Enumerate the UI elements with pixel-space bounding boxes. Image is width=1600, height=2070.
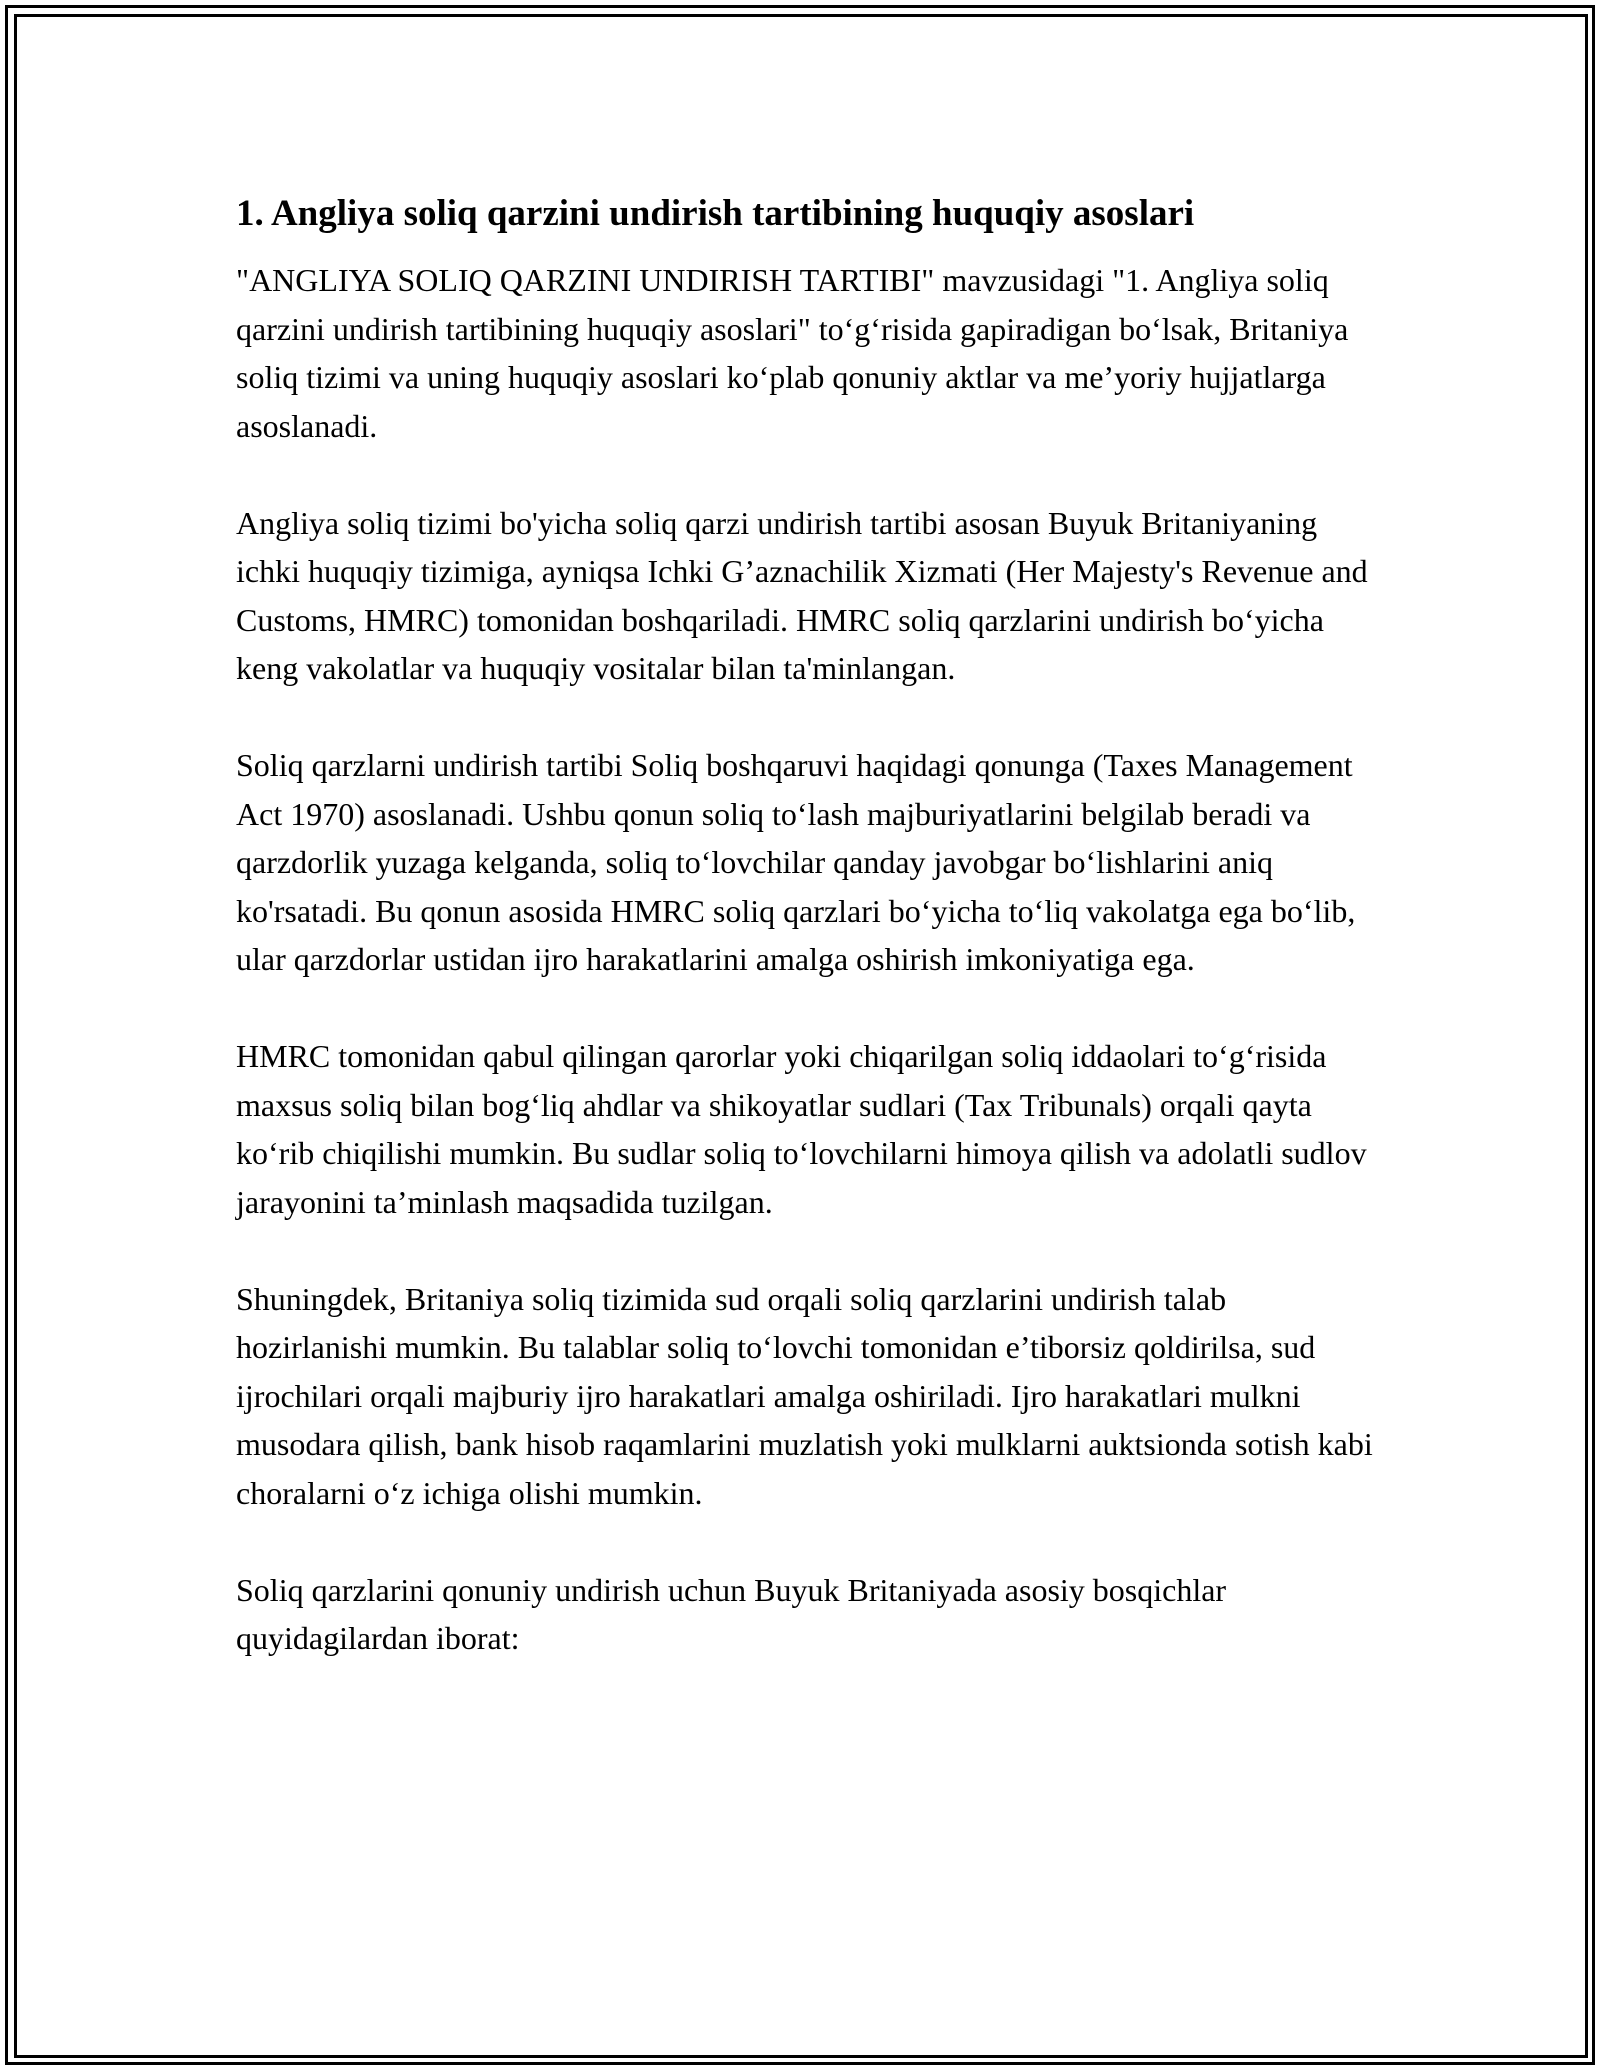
paragraph-intro: "ANGLIYA SOLIQ QARZINI UNDIRISH TARTIBI" mavzusidagi "1. Angliya soliq qarzini undirish tartibining huquqiy asoslari" to‘g‘risida gapiradigan bo‘lsak, Britaniya soliq tizimi va uning huquqiy asoslari ko‘plab qonuniy aktlar va me’yoriy hujjatlarga asoslanadi. — [236, 262, 1349, 444]
paragraph-stages: Soliq qarzlarini qonuniy undirish uchun Buyuk Britaniyada asosiy bosqichlar quyidagilardan iborat: — [236, 1571, 1227, 1656]
paragraph-hmrc: Angliya soliq tizimi bo'yicha soliq qarzi undirish tartibi asosan Buyuk Britaniyaning ichki huquqiy tizimiga, ayniqsa Ichki G’aznachilik Xizmati (Her Majesty's Revenue and Customs, HMRC) tomonidan boshqariladi. HMRC soliq qarzlarini undirish bo‘yicha keng vakolatlar va huquqiy vositalar bilan ta'minlangan. — [236, 504, 1368, 686]
paragraph-taxes-management-act: Soliq qarzlarni undirish tartibi Soliq boshqaruvi haqidagi qonunga (Taxes Management Act 1970) asoslanadi. Ushbu qonun soliq to‘lash majburiyatlarini belgilab beradi va qarzdorlik yuzaga kelganda, soliq to‘lovchilar qanday javobgar bo‘lishlarini aniq ko'rsatadi. Bu qonun asosida HMRC soliq qarzlari bo‘yicha to‘liq vakolatga ega bo‘lib, ular qarzdorlar ustidan ijro harakatlarini amalga oshirish imkoniyatiga ega. — [236, 747, 1356, 977]
paragraph-enforcement: Shuningdek, Britaniya soliq tizimida sud orqali soliq qarzlarini undirish talab hozirlanishi mumkin. Bu talablar soliq to‘lovchi tomonidan e’tiborsiz qoldirilsa, sud ijrochilari orqali majburiy ijro harakatlari amalga oshiriladi. Ijro harakatlari mulkni musodara qilish, bank hisob raqamlarini muzlatish yoki mulklarni auktsionda sotish kabi choralarni o‘z ichiga olishi mumkin. — [236, 1280, 1373, 1511]
paragraph-tax-tribunals: HMRC tomonidan qabul qilingan qarorlar yoki chiqarilgan soliq iddaolari to‘g‘risida maxsus soliq bilan bog‘liq ahdlar va shikoyatlar sudlari (Tax Tribunals) orqali qayta ko‘rib chiqilishi mumkin. Bu sudlar soliq to‘lovchilarni himoya qilish va adolatli sudlov jarayonini ta’minlash maqsadida tuzilgan. — [236, 1038, 1367, 1220]
section-heading: 1. Angliya soliq qarzini undirish tartibining huquqiy asoslari — [236, 193, 1195, 234]
document-body — [236, 188, 1376, 1711]
